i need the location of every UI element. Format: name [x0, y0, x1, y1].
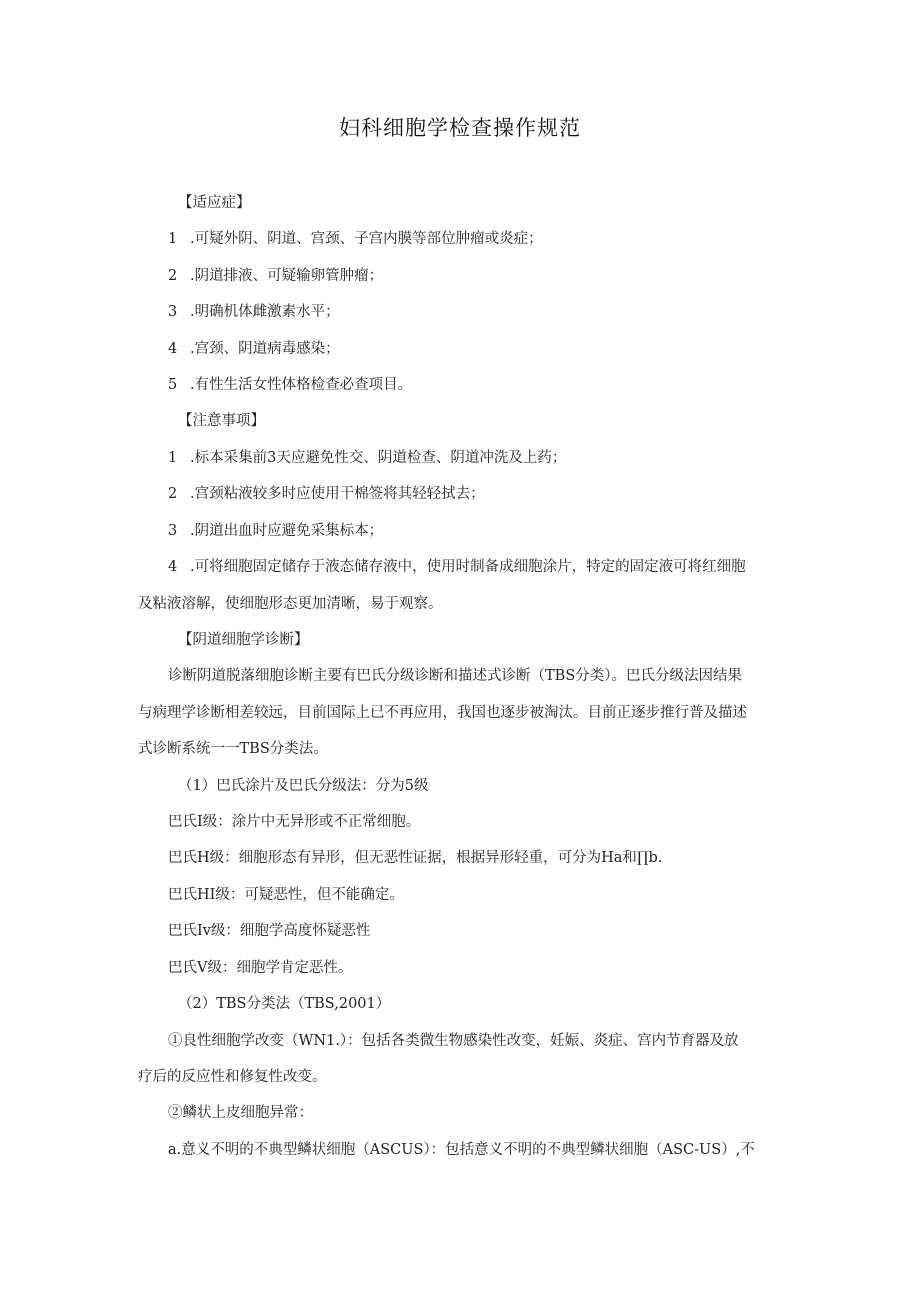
- pap-level-4: 巴氏Iv级：细胞学高度怀疑恶性: [168, 923, 371, 939]
- item-number: 2: [168, 486, 178, 502]
- item-number: 3: [168, 304, 178, 320]
- item-number: 4: [168, 341, 178, 357]
- precautions-heading: 【注意事项】: [178, 413, 265, 429]
- item-text: .阴道出血时应避免采集标本；: [190, 523, 384, 539]
- pap-level-2: 巴氏H级：细胞形态有异形，但无恶性证据，根据异形轻重，可分为Ha和∏b.: [168, 850, 663, 866]
- item-text: .阴道排液、可疑输卵管肿瘤；: [190, 268, 384, 284]
- indication-item-2: [168, 266, 383, 286]
- item-text: .宫颈粘液较多时应使用干棉签将其轻轻拭去；: [190, 486, 485, 502]
- pap-level-5: 巴氏V级：细胞学肯定恶性。: [168, 960, 353, 976]
- tbs-heading: （2）TBS分类法（TBS,2001）: [178, 996, 391, 1012]
- precaution-item-2: [168, 484, 485, 504]
- precaution-item-4: [168, 557, 746, 577]
- indication-item-5: [168, 375, 412, 395]
- precaution-item-3: [168, 521, 383, 541]
- indication-item-3: [168, 302, 340, 322]
- indication-item-4: [168, 339, 340, 359]
- pap-heading: （1）巴氏涂片及巴氏分级法：分为5级: [178, 778, 429, 794]
- document-title: 妇科细胞学检查操作规范: [339, 116, 581, 140]
- pap-level-1: 巴氏I级：涂片中无异形或不正常细胞。: [168, 814, 421, 830]
- item-text: .可将细胞固定储存于液态储存液中，使用时制备成细胞涂片，特定的固定液可将红细胞: [190, 559, 746, 575]
- item-number: 1: [168, 450, 178, 466]
- item-text: .可疑外阴、阴道、宫颈、子宫内膜等部位肿瘤或炎症；: [190, 231, 543, 247]
- precaution-item-4-continued: 及粘液溶解，使细胞形态更加清晰，易于观察。: [138, 596, 443, 612]
- diagnosis-heading: 【阴道细胞学诊断】: [178, 632, 309, 648]
- item-text: .宫颈、阴道病毒感染；: [190, 341, 340, 357]
- item-number: 4: [168, 559, 178, 575]
- indication-item-1: [168, 229, 543, 249]
- item-number: 2: [168, 268, 178, 284]
- tbs-ascus-line: a.意义不明的不典型鳞状细胞（ASCUS）：包括意义不明的不典型鳞状细胞（ASC-US）,不: [168, 1142, 755, 1158]
- tbs-squamous-heading: ②鳞状上皮细胞异常：: [168, 1105, 313, 1121]
- item-text: .标本采集前3天应避免性交、阴道检查、阴道冲洗及上药；: [190, 450, 567, 466]
- precaution-item-1: [168, 448, 566, 468]
- tbs-benign-line-1: ①良性细胞学改变（WN1.）：包括各类微生物感染性改变，妊娠、炎症、宫内节育器及放: [168, 1033, 739, 1049]
- item-number: 1: [168, 231, 178, 247]
- item-text: .明确机体雌激素水平；: [190, 304, 340, 320]
- diagnosis-intro-line-1: 诊断阴道脱落细胞诊断主要有巴氏分级诊断和描述式诊断（TBS分类）。巴氏分级法因结果: [168, 668, 743, 684]
- indications-heading: 【适应症】: [178, 195, 251, 211]
- diagnosis-intro-line-3: 式诊断系统一一TBS分类法。: [138, 741, 328, 757]
- item-number: 5: [168, 377, 178, 393]
- item-number: 3: [168, 523, 178, 539]
- pap-level-3: 巴氏HI级：可疑恶性，但不能确定。: [168, 887, 404, 903]
- diagnosis-intro-line-2: 与病理学诊断相差较远，目前国际上已不再应用，我国也逐步被淘汰。目前正逐步推行普及描述: [138, 705, 747, 721]
- item-text: .有性生活女性体格检查必查项目。: [190, 377, 413, 393]
- tbs-benign-line-2: 疗后的反应性和修复性改变。: [138, 1069, 327, 1085]
